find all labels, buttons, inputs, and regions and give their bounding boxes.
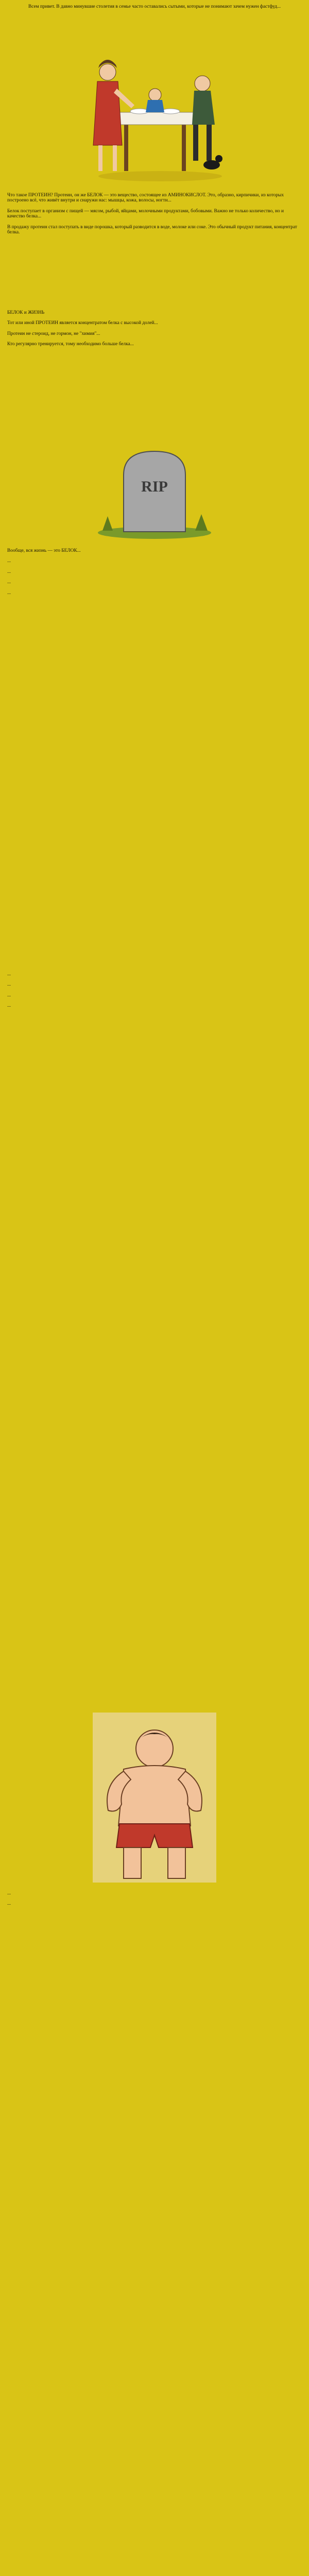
muscle-kid-illustration [93, 1713, 216, 1883]
family-table-svg [83, 47, 226, 185]
section-body-2: Вообще, вся жизнь — это БЕЛОК... ... ... ... ... [7, 548, 81, 596]
rip-text: RIP [141, 478, 168, 495]
section-body-4: ... ... [7, 1891, 11, 1907]
muscle-kid-svg [93, 1713, 216, 1883]
intro-text: Всем привет. В давно минувшие столетия в семье часто оставались сытыми, которые не понимают зачем нужен фастфуд... [28, 4, 281, 9]
section-heading: БЕЛОК и ЖИЗНЬ [7, 310, 45, 315]
family-table-illustration [83, 47, 226, 185]
section-intro-paragraphs: Что такое ПРОТЕИН? Протеин, он же БЕЛОК — это вещество, состоящее из АМИНОКИСЛОТ. Это, образно, кирпичики, из которых построено всё, что живёт внутри и снаружи нас: мышцы, кожа, волосы, ногти... Белок поступает в организм с пищей — мясом, рыбой, яйцами, молочными продуктами, бобовыми. Важно не только количество, но и качество белка... В продажу протеин стал поступать в виде порошка, который разводится в воде, молоке или соке. Это обычный продукт питания, концентрат белка. [7, 193, 298, 235]
section-fat: БЕЛОК и ЖИЗНЬ Тот или иной ПРОТЕИН является концентратом белка с высокой долей... Протеин не стероид, не гормон, не "химия"... Кто регулярно тренируется, тому необходимо больше белка... [7, 310, 302, 438]
rip-svg [87, 444, 222, 541]
rip-illustration [87, 444, 222, 541]
section-body-3: ... ... ... ... [7, 972, 11, 1009]
